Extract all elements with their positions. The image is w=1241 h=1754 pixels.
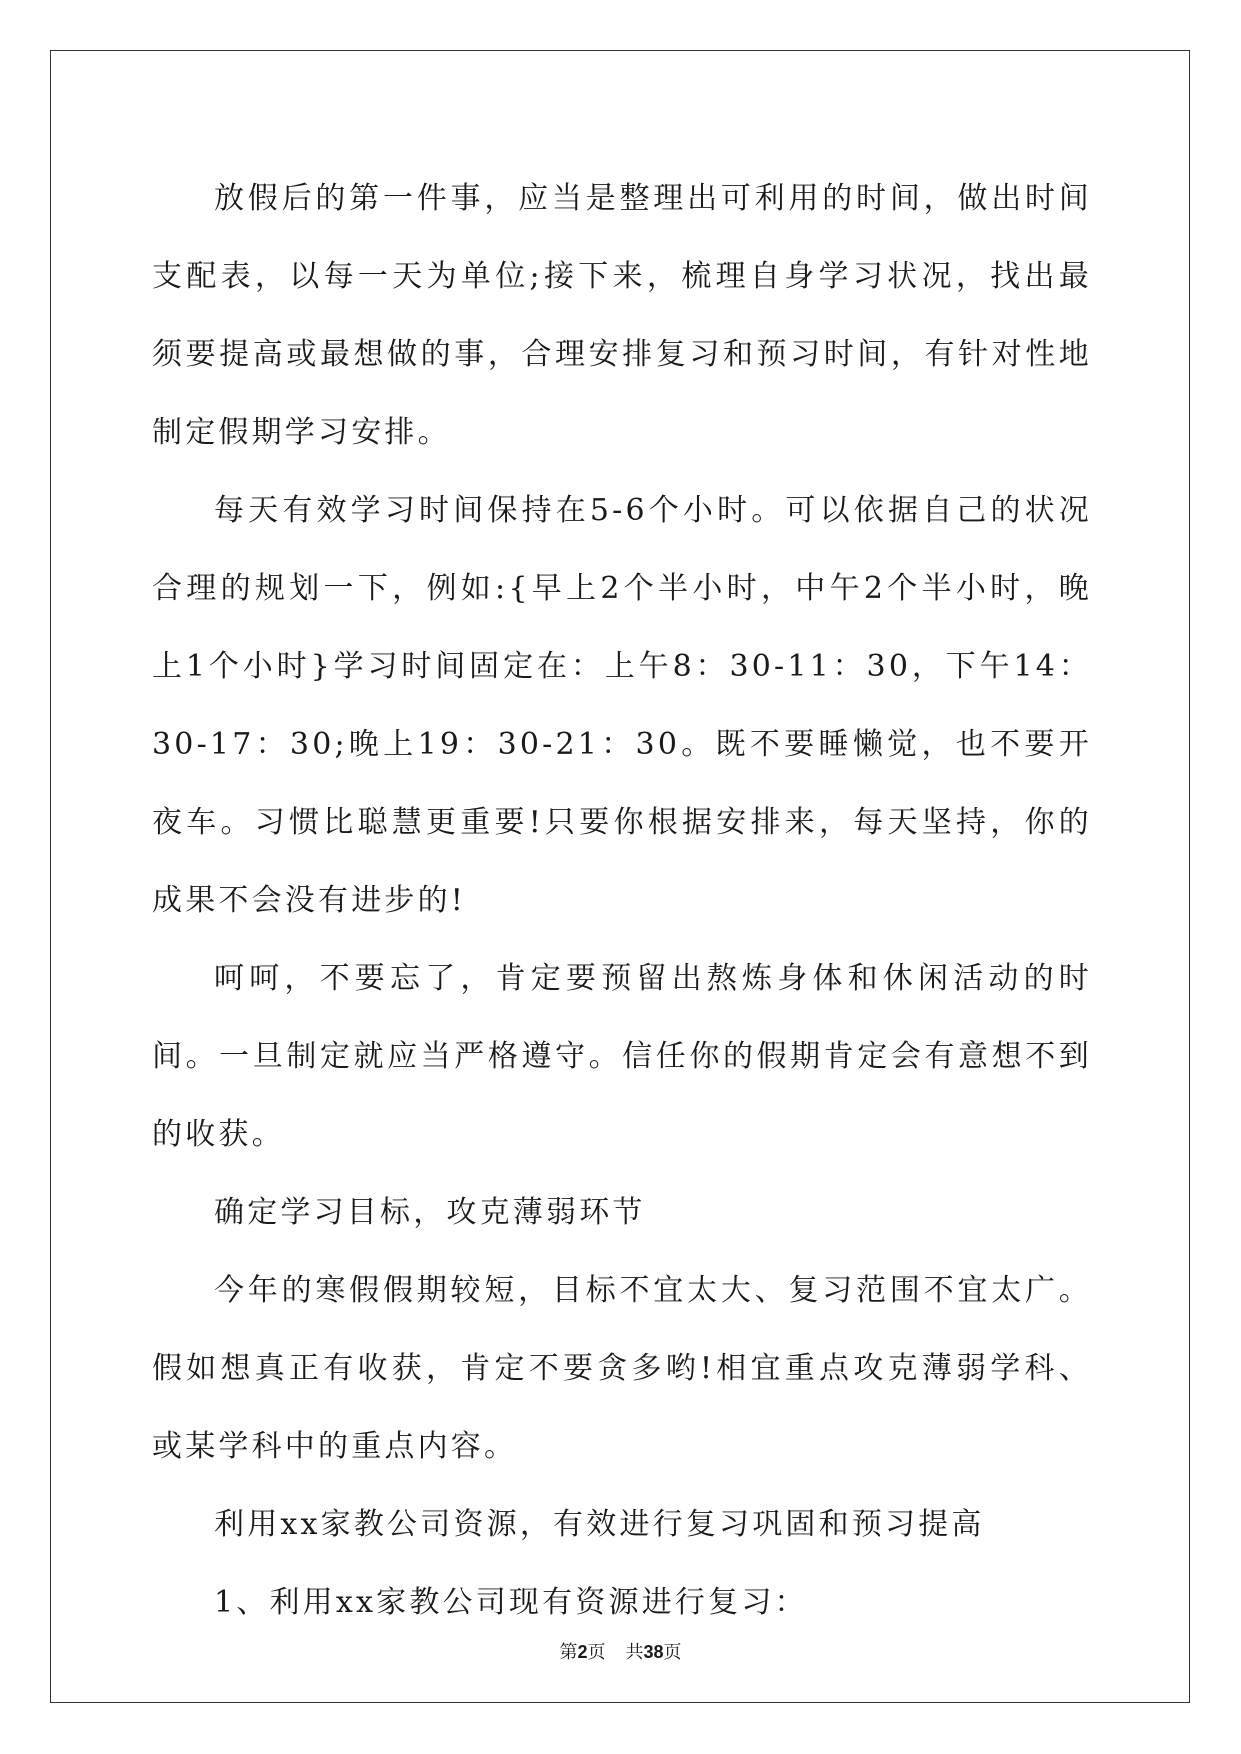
total-pages: 38 [643, 1642, 664, 1662]
total-suffix: 页 [663, 1642, 682, 1663]
paragraph-2: 每天有效学习时间保持在5-6个小时。可以依据自己的状况合理的规划一下，例如:{早上2个半小时，中午2个半小时，晚上1个小时}学习时间固定在：上午8：30-11：30，下午14：30-17：30;晚上19：30-21：30。既不要睡懒觉，也不要开夜车。习惯比聪慧更重要!只要你根据安排来，每天坚持，你的成果不会没有进步的! [152, 493, 1092, 918]
list-item-1: 1、利用xx家教公司现有资源进行复习： [214, 1585, 808, 1620]
total-prefix: 共 [625, 1642, 644, 1663]
paragraph-5: 今年的寒假假期较短，目标不宜太大、复习范围不宜太广。假如想真正有收获，肯定不要贪多哟!相宜重点攻克薄弱学科、或某学科中的重点内容。 [152, 1273, 1092, 1464]
paragraph-3: 呵呵，不要忘了，肯定要预留出熬炼身体和休闲活动的时间。一旦制定就应当严格遵守。信任你的假期肯定会有意想不到的收获。 [152, 961, 1092, 1152]
section-heading-resources: 利用xx家教公司资源，有效进行复习巩固和预习提高 [214, 1507, 985, 1542]
page-number: 2 [577, 1642, 588, 1662]
section-heading-goals: 确定学习目标，攻克薄弱环节 [214, 1195, 646, 1230]
page-suffix: 页 [587, 1642, 606, 1663]
document-body [152, 160, 1092, 1642]
page-footer [0, 1640, 1241, 1665]
paragraph-1: 放假后的第一件事，应当是整理出可利用的时间，做出时间支配表，以每一天为单位;接下来，梳理自身学习状况，找出最须要提高或最想做的事，合理安排复习和预习时间，有针对性地制定假期学习安排。 [152, 181, 1092, 450]
page-prefix: 第 [559, 1642, 578, 1663]
